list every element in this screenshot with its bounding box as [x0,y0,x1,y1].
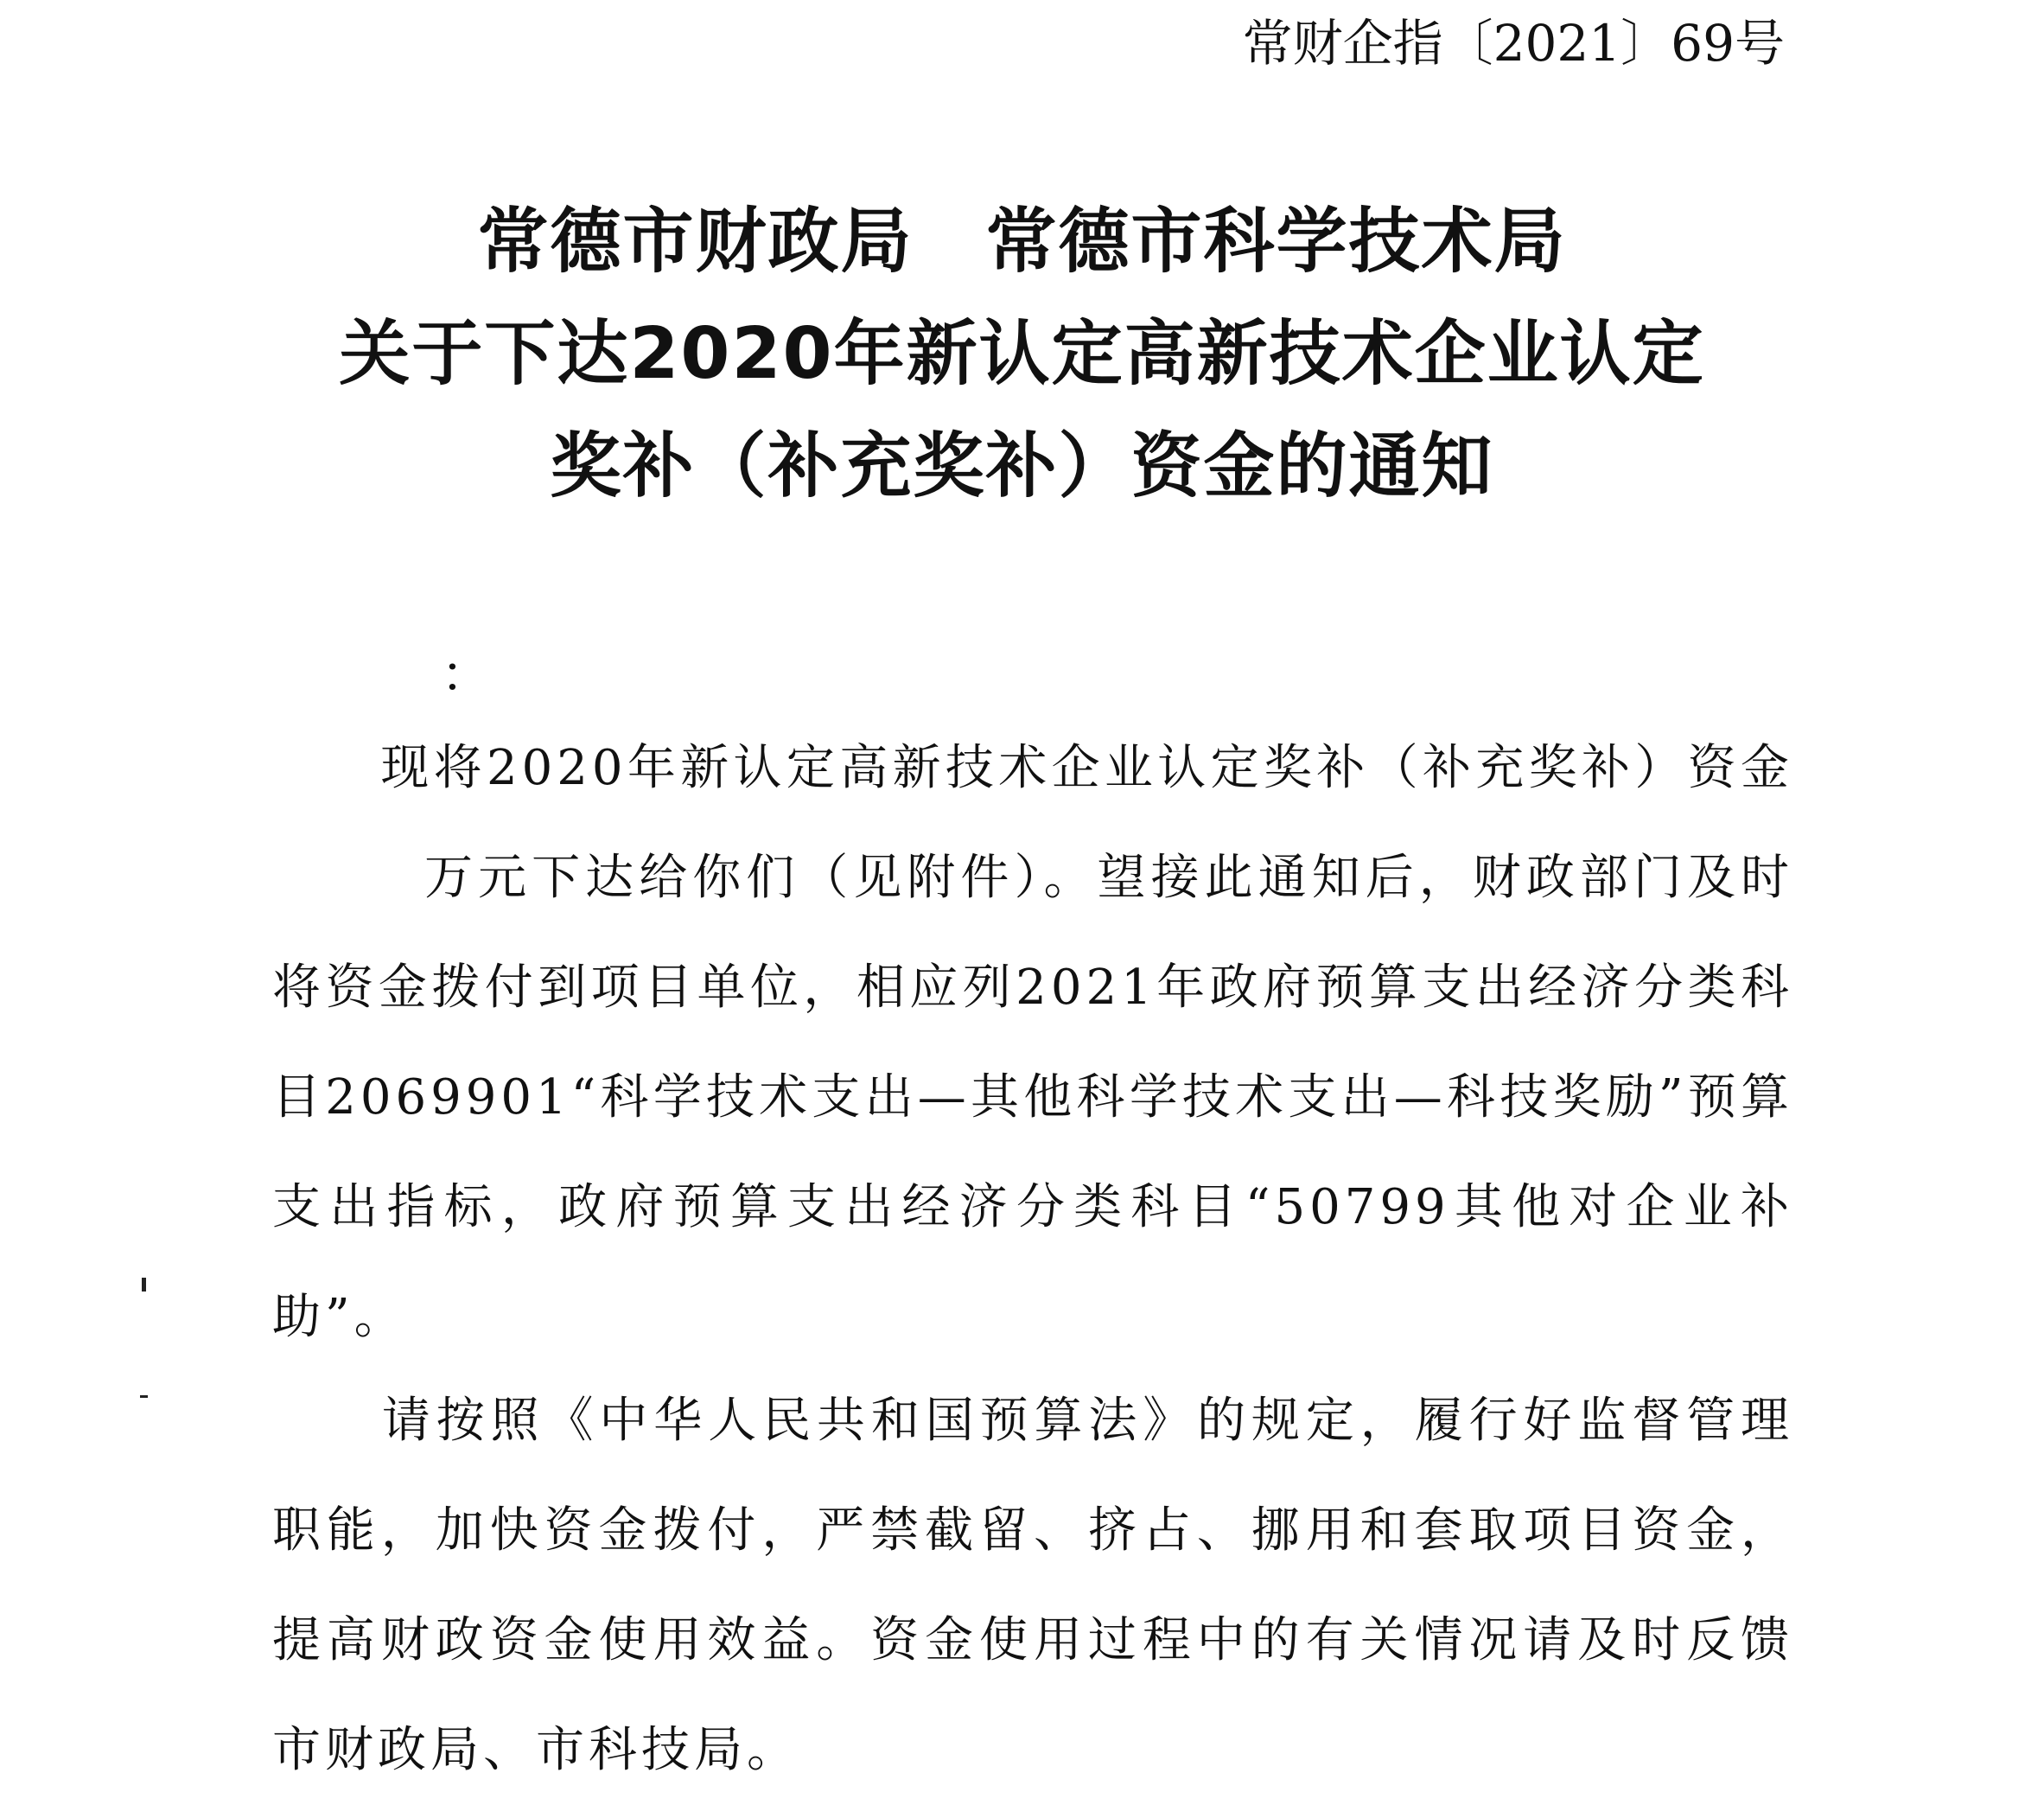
title-line-2: 关于下达2020年新认定高新技术企业认定 [339,313,1705,395]
body-paragraph-2 [272,1366,1793,1805]
paragraph-2-text: 请按照《中华人民共和国预算法》的规定，履行好监督管理职能，加快资金拨付，严禁截留、挤占、挪用和套取项目资金，提高财政资金使用效益。资金使用过程中的有关情况请及时反馈市财政局、市科技局。 [272,1393,1793,1778]
salutation: ： [441,645,492,704]
body-paragraph-1 [272,713,1793,1372]
scan-mark [140,1395,148,1398]
scan-mark [142,1278,146,1292]
title-line-3: 奖补（补充奖补）资金的通知 [550,425,1494,507]
document-number: 常财企指〔2021〕69号 [1242,14,1785,73]
document-title [0,186,2044,523]
paragraph-1-part-1: 现将2020年新认定高新技术企业认定奖补（补充奖补）资金 [380,740,1793,796]
title-line-1: 常德市财政局 常德市科学技术局 [477,201,1567,283]
paragraph-1-part-2: 万元下达给你们（见附件）。望接此通知后，财政部门及时将资金拨付到项目单位，相应列2021年政府预算支出经济分类科目2069901“科学技术支出—其他科学技术支出—科技奖励”预算支出指标，政府预算支出经济分类科目“50799其他对企业补助”。 [272,850,1793,1345]
